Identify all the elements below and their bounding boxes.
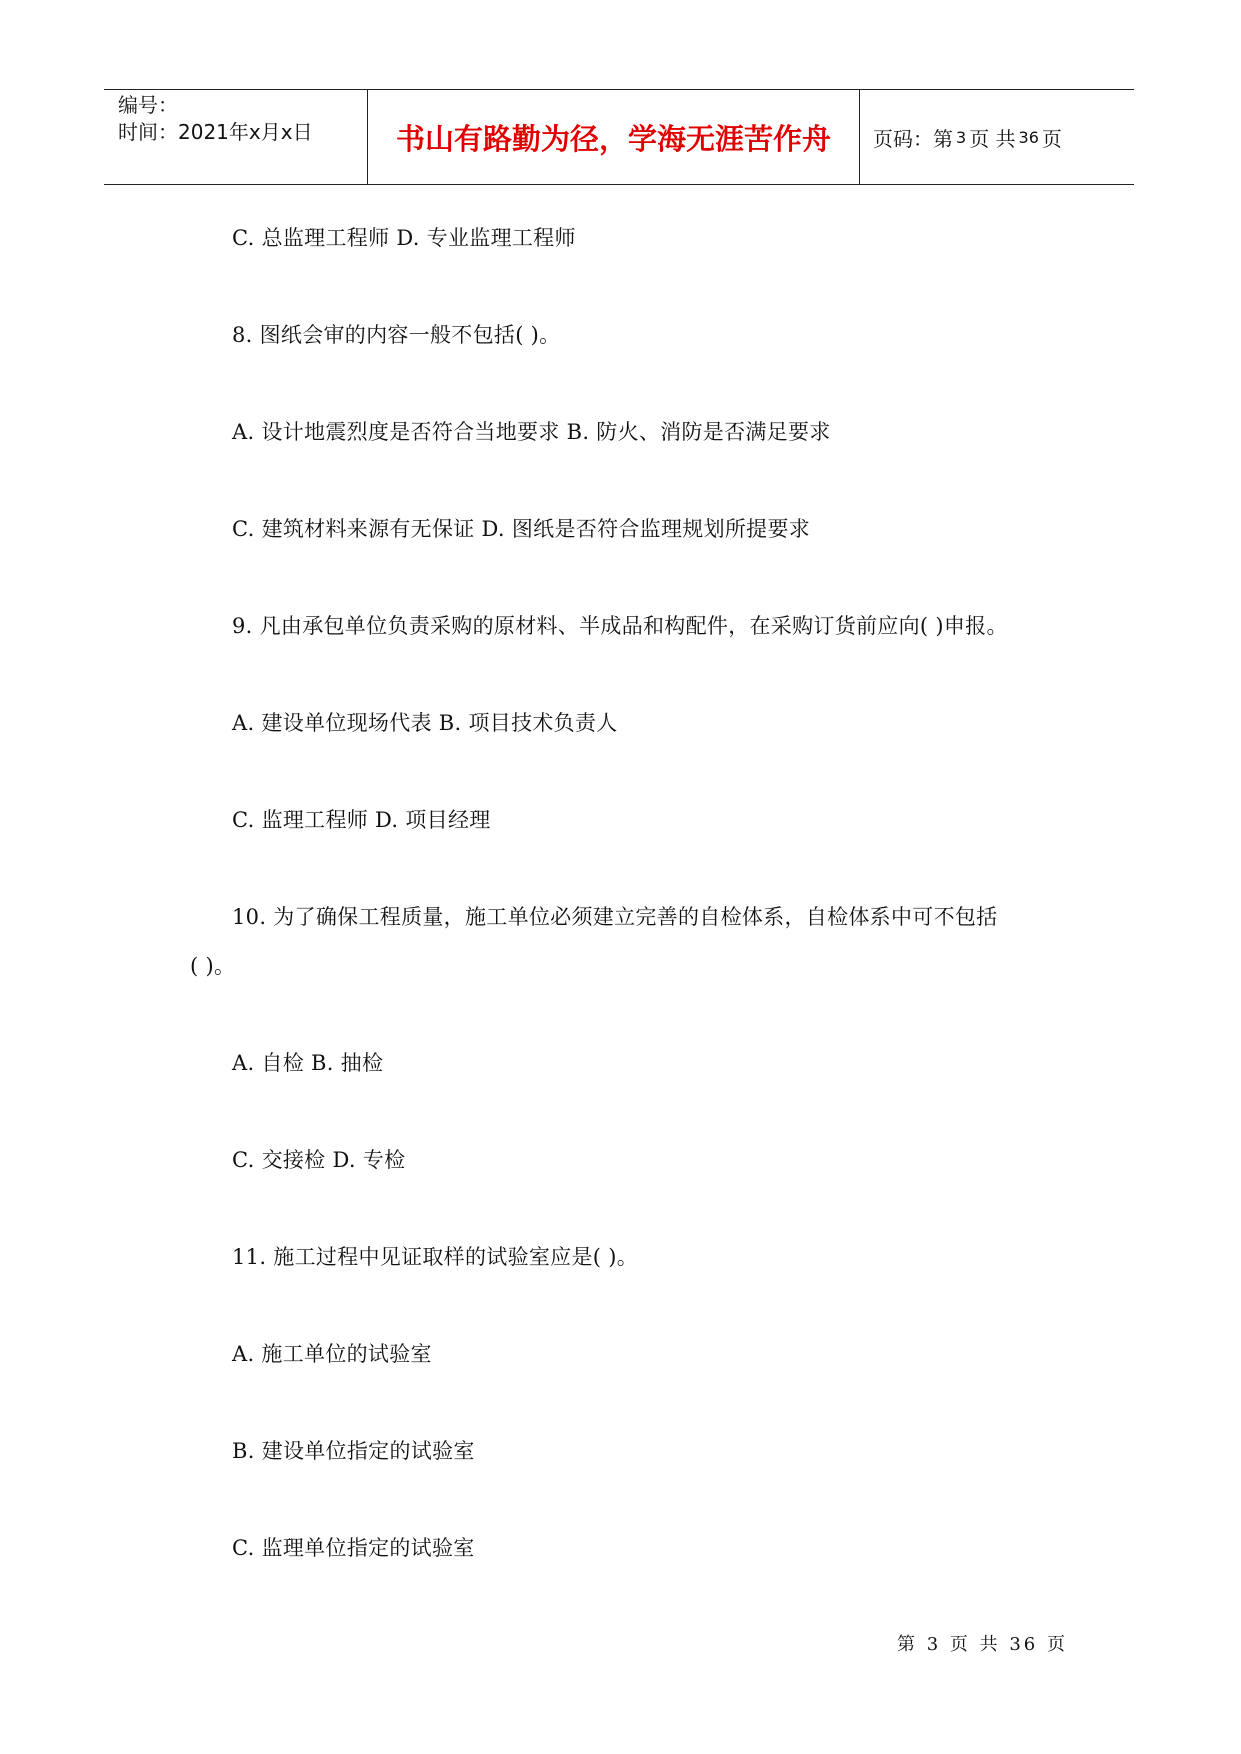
question-9: 9. 凡由承包单位负责采购的原材料、半成品和构配件，在采购订货前应向( )申报。: [232, 614, 1008, 638]
option-line: A. 设计地震烈度是否符合当地要求 B. 防火、消防是否满足要求: [232, 420, 831, 444]
motto-text: 书山有路勤为径，学海无涯苦作舟: [395, 121, 831, 156]
question-10-continuation: ( )。: [190, 954, 236, 978]
page-suffix: 页: [1041, 126, 1062, 151]
header-motto-cell: [368, 90, 860, 184]
option-line: C. 交接检 D. 专检: [232, 1148, 406, 1172]
page-header: [104, 89, 1134, 185]
serial-number-label: 编号：: [118, 93, 178, 117]
time-label: 时间：2021年x月x日: [118, 120, 313, 144]
option-line: C. 总监理工程师 D. 专业监理工程师: [232, 226, 576, 250]
option-line: A. 施工单位的试验室: [232, 1342, 432, 1366]
option-line: C. 建筑材料来源有无保证 D. 图纸是否符合监理规划所提要求: [232, 517, 811, 541]
question-8: 8. 图纸会审的内容一般不包括( )。: [232, 323, 561, 347]
option-line: A. 建设单位现场代表 B. 项目技术负责人: [232, 711, 618, 735]
option-line: B. 建设单位指定的试验室: [232, 1439, 475, 1463]
option-line: C. 监理工程师 D. 项目经理: [232, 808, 491, 832]
option-line: C. 监理单位指定的试验室: [232, 1536, 475, 1560]
page-mid: 页 共: [969, 126, 1016, 151]
page-total: 36: [1018, 127, 1039, 147]
header-info-cell: [104, 90, 368, 184]
question-10: 10. 为了确保工程质量，施工单位必须建立完善的自检体系，自检体系中可不包括: [232, 905, 998, 929]
page-prefix: 页码：第: [873, 126, 953, 151]
question-11: 11. 施工过程中见证取样的试验室应是( )。: [232, 1245, 639, 1269]
option-line: A. 自检 B. 抽检: [232, 1051, 384, 1075]
header-page-cell: [859, 90, 1134, 184]
page-current: 3: [956, 127, 967, 147]
page-footer: 第 3 页 共 36 页: [897, 1634, 1068, 1655]
